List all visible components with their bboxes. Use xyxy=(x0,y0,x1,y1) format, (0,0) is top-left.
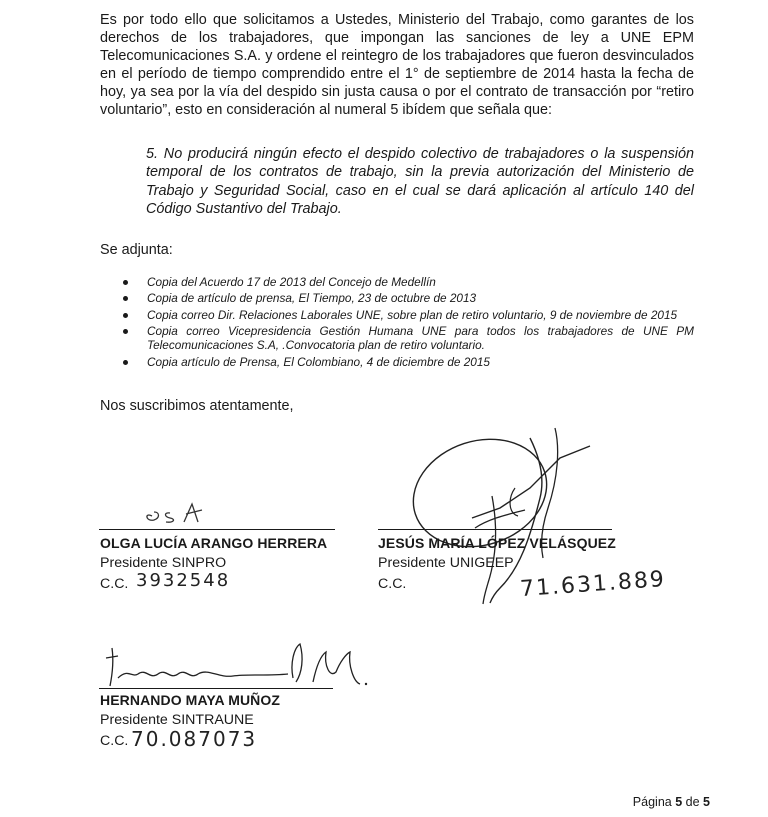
signatory-cc-label: C.C. xyxy=(378,576,407,592)
bullet-icon xyxy=(123,296,128,301)
attachment-text: Copia correo Dir. Relaciones Laborales UNE, sobre plan de retiro voluntario, 9 de noviembre de 2015 xyxy=(147,307,678,322)
list-item xyxy=(100,308,694,323)
page-of: de xyxy=(685,795,700,809)
attachment-text: Copia del Acuerdo 17 de 2013 del Concejo de Medellín xyxy=(147,275,436,289)
signature-line xyxy=(99,529,335,530)
signature-hernando xyxy=(98,638,388,693)
bullet-icon xyxy=(123,313,128,318)
signatory-name: OLGA LUCÍA ARANGO HERRERA xyxy=(100,535,328,551)
signature-olga xyxy=(140,498,220,528)
signatory-name: HERNANDO MAYA MUÑOZ xyxy=(100,692,281,708)
current-page: 5 xyxy=(675,795,683,809)
bullet-icon xyxy=(123,360,128,365)
handwritten-cc-number: 70.087073 xyxy=(131,727,258,751)
page-label: Página xyxy=(632,795,672,809)
bullet-icon xyxy=(123,329,128,334)
bullet-icon xyxy=(123,280,128,285)
list-item xyxy=(100,324,694,353)
page-number xyxy=(633,795,710,809)
body-paragraph: Es por todo ello que solicitamos a Ustedes, Ministerio del Trabajo, como garantes de los derechos de los trabajadores, que impongan las sanciones de ley a UNE EPM Telecomunicaciones S.A. y ordene el reintegro de los trabajadores que fueron desvinculados en el período de tiempo comprendido entre el 1° de septiembre de 2014 hasta la fecha de hoy, ya sea por la vía del despido sin justa causa o por el contrato de transacción por “retiro voluntario”, esto en consideración al numeral 5 ibídem que señala que: xyxy=(100,12,694,118)
handwritten-cc-number: 3932548 xyxy=(136,570,231,591)
signatory-role: Presidente SINTRAUNE xyxy=(100,712,254,728)
handwritten-cc-number: 71.631.889 xyxy=(519,566,667,603)
list-item xyxy=(100,275,694,290)
signatory-cc-label: C.C. xyxy=(100,733,129,749)
attachment-text: Copia de artículo de prensa, El Tiempo, 23 de octubre de 2013 xyxy=(147,291,477,306)
quoted-article: 5. No producirá ningún efecto el despido colectivo de trabajadores o la suspensión temporal de los contratos de trabajo, sin la previa autorización del Ministerio de Trabajo y Seguridad Social, caso en el cual se dará aplicación al artículo 140 del Código Sustantivo del Trabajo. xyxy=(146,146,694,217)
signatory-role: Presidente SINPRO xyxy=(100,555,227,571)
signature-line xyxy=(378,529,612,530)
signature-line xyxy=(99,688,333,689)
attachment-text: Copia artículo de Prensa, El Colombiano, 4 de diciembre de 2015 xyxy=(147,354,490,369)
signatory-name: JESÚS MARÍA LÓPEZ VELÁSQUEZ xyxy=(378,535,616,551)
signatory-cc-label: C.C. xyxy=(100,576,129,592)
attachment-text: Copia correo Vicepresidencia Gestión Humana UNE para todos los trabajadores de UNE PM Telecomunicaciones S.A, .Convocatoria plan de retiro voluntario. xyxy=(147,323,694,353)
signatory-role: Presidente UNIGEEP xyxy=(378,555,514,571)
list-item xyxy=(100,355,694,370)
list-item xyxy=(100,291,694,306)
attachments-heading: Se adjunta: xyxy=(100,242,173,258)
closing-line: Nos suscribimos atentamente, xyxy=(100,398,294,414)
total-pages: 5 xyxy=(703,795,710,809)
attachments-list xyxy=(100,275,694,371)
